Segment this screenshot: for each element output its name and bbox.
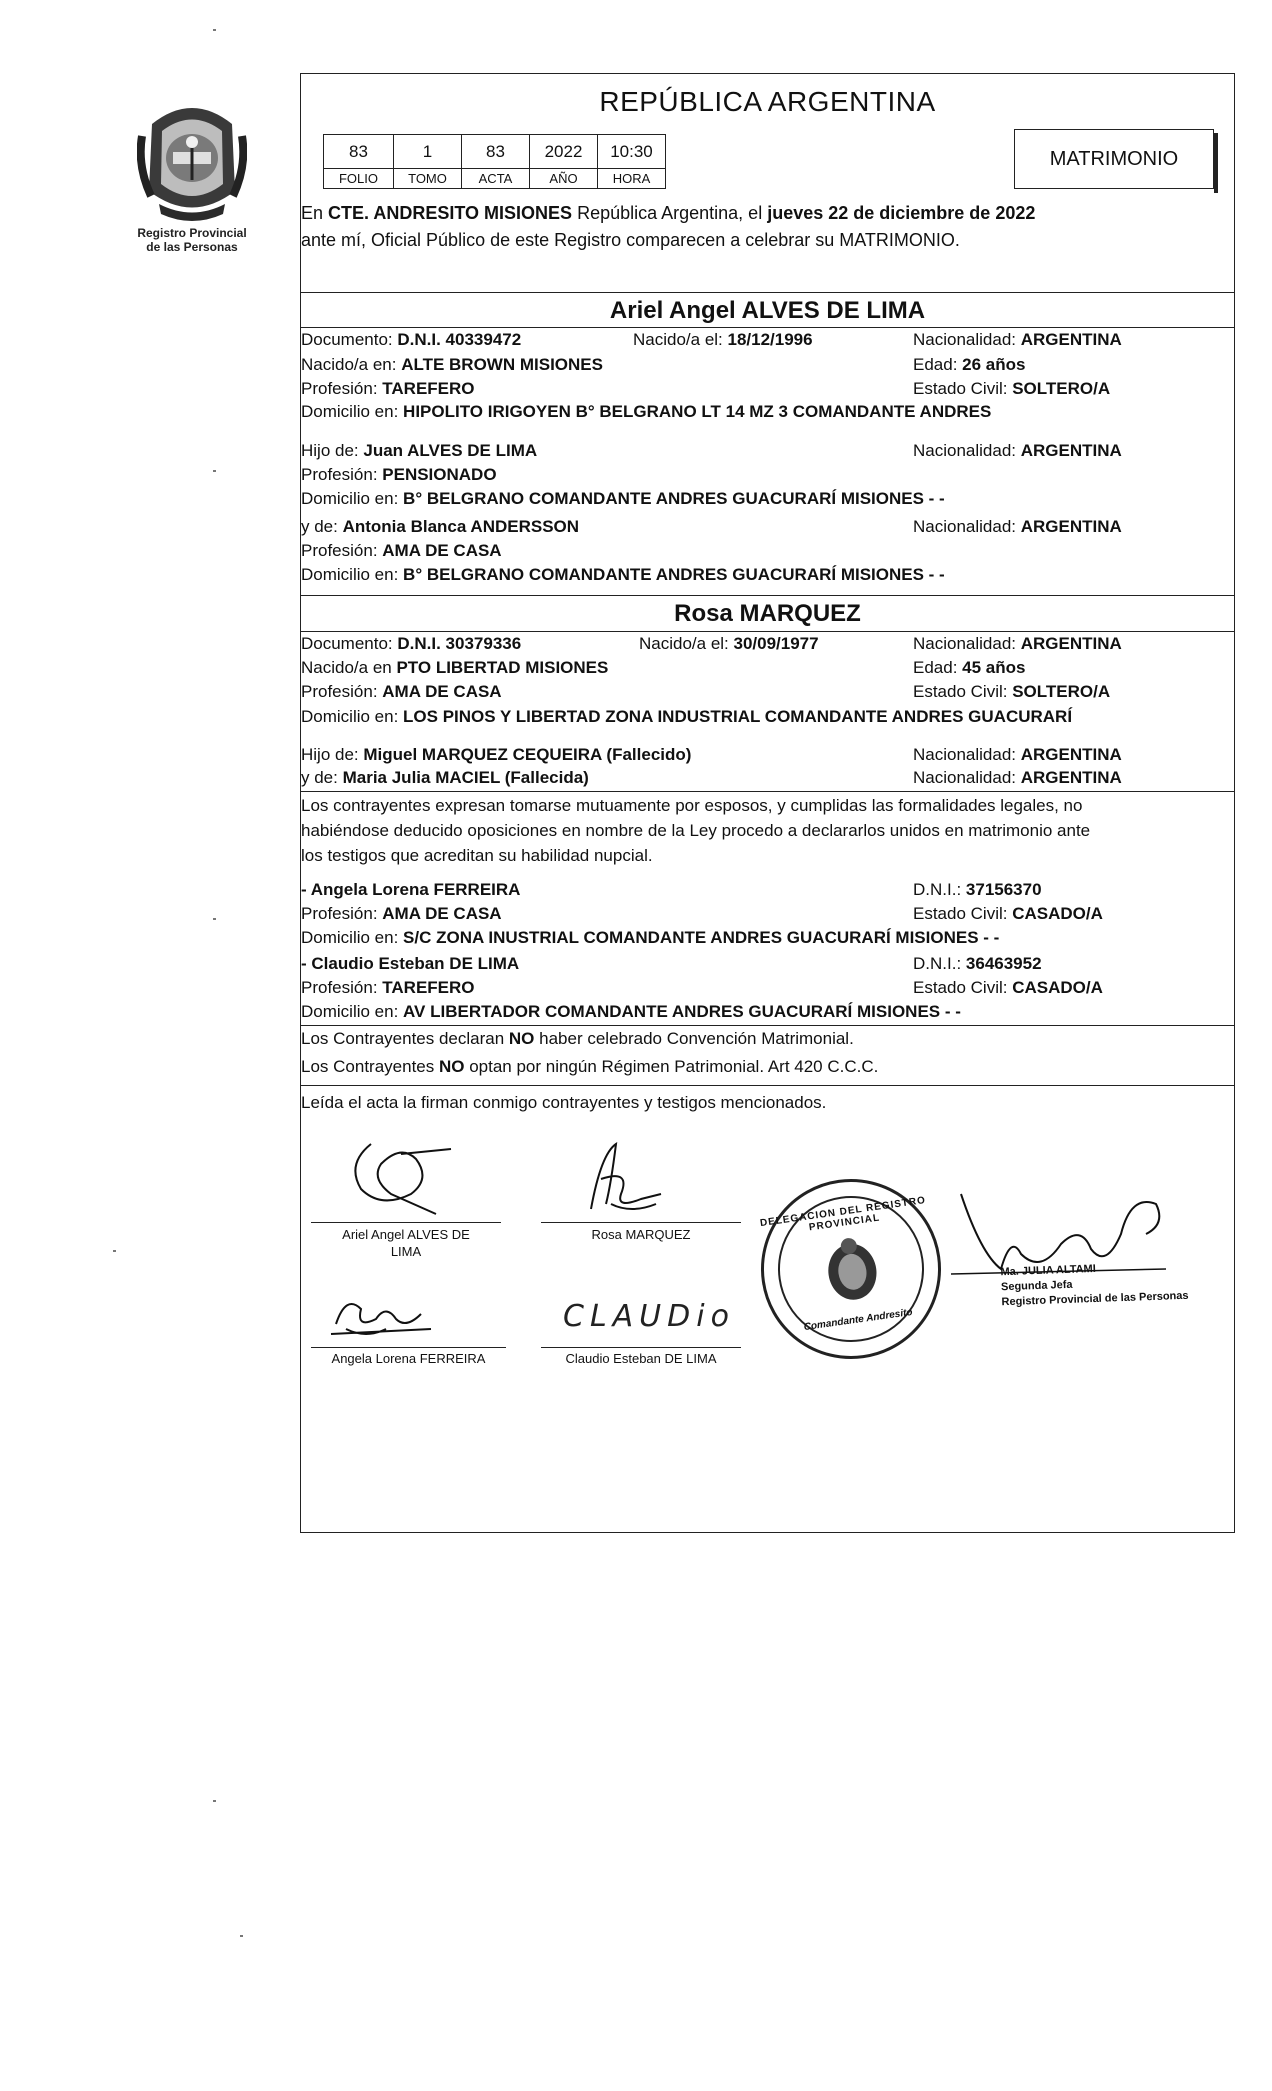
signature-label-claudio: Claudio Esteban DE LIMA <box>565 1351 717 1366</box>
label: Nacionalidad: <box>913 634 1021 653</box>
emphasis: NO <box>438 1057 465 1076</box>
emphasis: NO <box>508 1029 535 1048</box>
margin-dot <box>113 1250 116 1252</box>
province-seal-icon <box>137 96 247 226</box>
intro-date: jueves 22 de diciembre de 2022 <box>767 203 1036 223</box>
margin-dot <box>213 1800 216 1802</box>
intro-text-1: En <box>301 203 329 223</box>
spouse1-mother: Antonia Blanca ANDERSSON <box>342 517 580 536</box>
spouse2-row-mother <box>301 767 1234 789</box>
closing-text: Leída el acta la firman conmigo contrayentes y testigos mencionados. <box>301 1093 827 1112</box>
witness2-name: - Claudio Esteban DE LIMA <box>301 954 520 973</box>
witness2-address: AV LIBERTADOR COMANDANTE ANDRES GUACURARÍ MISIONES - - <box>403 1002 961 1021</box>
margin-dot <box>213 29 216 31</box>
spouse1-address: HIPOLITO IRIGOYEN B° BELGRANO LT 14 MZ 3 COMANDANTE ANDRES <box>403 402 992 421</box>
label: Domicilio en: <box>301 489 404 508</box>
spouse1-nationality: ARGENTINA <box>1020 330 1122 349</box>
text: Los Contrayentes declaran <box>301 1029 509 1048</box>
label: Profesión: <box>301 465 383 484</box>
witness1-address: S/C ZONA INUSTRIAL COMANDANTE ANDRES GUACURARÍ MISIONES - - <box>403 928 1000 947</box>
witness2-row-name <box>301 953 1234 975</box>
spouse1-row-dom <box>301 401 1234 423</box>
label: Nacionalidad: <box>913 517 1021 536</box>
label: Profesión: <box>301 379 383 398</box>
closing-line <box>301 1092 1234 1114</box>
label: Nacido/a en <box>301 658 397 677</box>
spouse1-row-mother-prof <box>301 540 1234 562</box>
signature-claudio: CLAUDio <box>563 1299 735 1334</box>
intro-place: CTE. ANDRESITO MISIONES <box>328 203 573 223</box>
label: Nacionalidad: <box>913 745 1021 764</box>
stamp-ring-text: DELEGACION DEL REGISTRO PROVINCIAL <box>759 1194 927 1234</box>
label: Estado Civil: <box>913 978 1013 997</box>
officer-name: Ma. JULIA ALTAMI <box>1000 1262 1096 1279</box>
label: D.N.I.: <box>913 880 966 899</box>
spouse1-row-prof <box>301 378 1234 400</box>
label: y de: <box>301 517 343 536</box>
spouse2-father-nationality: ARGENTINA <box>1020 745 1122 764</box>
spouse1-row-father-dom <box>301 488 1234 510</box>
officer-title: Segunda Jefa <box>1000 1278 1073 1294</box>
label: Documento: <box>301 634 398 653</box>
label: Profesión: <box>301 978 383 997</box>
spouse2-father: Miguel MARQUEZ CEQUEIRA (Fallecido) <box>363 745 692 764</box>
signature-label-angela: Angela Lorena FERREIRA <box>331 1351 486 1366</box>
label: Nacido/a en: <box>301 355 402 374</box>
acta-value: 83 <box>462 135 530 169</box>
intro-paragraph <box>301 200 1228 254</box>
signature-label-rosa: Rosa MARQUEZ <box>591 1227 691 1242</box>
label: Edad: <box>913 658 963 677</box>
label: Nacido/a el: <box>633 330 728 349</box>
signature-rosa <box>571 1134 671 1219</box>
witness1-profession: AMA DE CASA <box>382 904 502 923</box>
declaration-line-3: los testigos que acreditan su habilidad nupcial. <box>301 846 653 865</box>
spouse1-row-father-prof <box>301 464 1234 486</box>
witness1-civil-status: CASADO/A <box>1012 904 1103 923</box>
logo-line-1: Registro Provincial <box>137 226 247 240</box>
witness1-row-prof <box>301 903 1234 925</box>
label: Domicilio en: <box>301 707 404 726</box>
witness2-civil-status: CASADO/A <box>1012 978 1103 997</box>
label: Nacido/a el: <box>639 634 734 653</box>
label: Nacionalidad: <box>913 768 1021 787</box>
divider <box>301 595 1234 596</box>
witness1-row-name <box>301 879 1234 901</box>
divider <box>301 631 1234 632</box>
convention-line-1 <box>301 1028 1234 1050</box>
spouse1-civil-status: SOLTERO/A <box>1012 379 1111 398</box>
signature-label-ariel-line-1: Ariel Angel ALVES DE <box>342 1227 470 1242</box>
stamp-inner-text: Comandante Andresito <box>803 1306 914 1334</box>
official-stamp <box>749 1167 952 1370</box>
divider <box>301 1025 1234 1026</box>
spouse2-mother-nationality: ARGENTINA <box>1020 768 1122 787</box>
spouse2-row-doc <box>301 633 1234 655</box>
signature-label-ariel <box>311 1226 501 1260</box>
spouse1-row-mother-dom <box>301 564 1234 586</box>
spouse1-dni: D.N.I. 40339472 <box>397 330 522 349</box>
tomo-label: TOMO <box>394 169 462 189</box>
spouse1-mother-nationality: ARGENTINA <box>1020 517 1122 536</box>
label: Documento: <box>301 330 398 349</box>
spouse2-mother: Maria Julia MACIEL (Fallecida) <box>342 768 589 787</box>
spouse2-name: Rosa MARQUEZ <box>674 600 861 627</box>
spouse1-father-nationality: ARGENTINA <box>1020 441 1122 460</box>
registry-logo <box>112 96 272 276</box>
spouse2-birthplace: PTO LIBERTAD MISIONES <box>396 658 609 677</box>
spouse1-age: 26 años <box>962 355 1026 374</box>
spouse2-dni: D.N.I. 30379336 <box>397 634 522 653</box>
spouse2-row-born <box>301 657 1234 679</box>
declaration-paragraph <box>301 793 1230 868</box>
declaration-line-1: Los contrayentes expresan tomarse mutuamente por esposos, y cumplidas las formalidades legales, no <box>301 796 1083 815</box>
text: optan por ningún Régimen Patrimonial. Art 420 C.C.C. <box>464 1057 879 1076</box>
signature-line <box>541 1222 741 1223</box>
signature-line <box>311 1222 501 1223</box>
signature-label-ariel-line-2: LIMA <box>390 1244 422 1259</box>
act-type: MATRIMONIO <box>1049 147 1179 170</box>
spouse1-birthdate: 18/12/1996 <box>727 330 813 349</box>
divider <box>301 791 1234 792</box>
anio-value: 2022 <box>530 135 598 169</box>
signature-ariel <box>341 1134 461 1219</box>
label: Nacionalidad: <box>913 441 1021 460</box>
intro-line-2: ante mí, Oficial Público de este Registro comparecen a celebrar su MATRIMONIO. <box>301 230 960 250</box>
officer-info <box>1000 1259 1189 1311</box>
label: Estado Civil: <box>913 682 1013 701</box>
spouse2-address: LOS PINOS Y LIBERTAD ZONA INDUSTRIAL COMANDANTE ANDRES GUACURARÍ <box>403 707 1073 726</box>
logo-line-2: de las Personas <box>146 240 238 254</box>
spouse1-father-address: B° BELGRANO COMANDANTE ANDRES GUACURARÍ MISIONES - - <box>403 489 945 508</box>
label: Profesión: <box>301 541 383 560</box>
label: Domicilio en: <box>301 565 404 584</box>
witness2-dni: 36463952 <box>965 954 1042 973</box>
registry-table <box>323 134 666 189</box>
divider <box>301 327 1234 328</box>
label: Estado Civil: <box>913 379 1013 398</box>
acta-label: ACTA <box>462 169 530 189</box>
spouse2-nationality: ARGENTINA <box>1020 634 1122 653</box>
label: Profesión: <box>301 904 383 923</box>
spouse1-row-mother <box>301 516 1234 538</box>
spouse2-row-dom <box>301 706 1234 728</box>
spouse1-name: Ariel Angel ALVES DE LIMA <box>609 297 926 324</box>
label: Hijo de: <box>301 745 364 764</box>
folio-value: 83 <box>324 135 394 169</box>
text: haber celebrado Convención Matrimonial. <box>534 1029 854 1048</box>
anio-label: AÑO <box>530 169 598 189</box>
signature-line <box>311 1347 506 1348</box>
document-title: REPÚBLICA ARGENTINA <box>599 86 936 117</box>
spouse1-father-profession: PENSIONADO <box>382 465 497 484</box>
spouse2-profession: AMA DE CASA <box>382 682 502 701</box>
spouse1-birthplace: ALTE BROWN MISIONES <box>401 355 603 374</box>
spouse2-row-prof <box>301 681 1234 703</box>
label: Domicilio en: <box>301 1002 404 1021</box>
spouse1-profession: TAREFERO <box>382 379 475 398</box>
act-type-box <box>1014 129 1214 189</box>
text: Los Contrayentes <box>301 1057 439 1076</box>
spouse1-father: Juan ALVES DE LIMA <box>363 441 538 460</box>
label: Hijo de: <box>301 441 364 460</box>
label: Estado Civil: <box>913 904 1013 923</box>
label: y de: <box>301 768 343 787</box>
witness2-row-dom <box>301 1001 1234 1023</box>
hora-label: HORA <box>598 169 666 189</box>
marriage-certificate <box>300 73 1235 1533</box>
spouse1-row-father <box>301 440 1234 462</box>
label: Domicilio en: <box>301 928 404 947</box>
label: Profesión: <box>301 682 383 701</box>
divider <box>301 1085 1234 1086</box>
national-coat-of-arms-icon <box>817 1230 886 1308</box>
margin-dot <box>213 918 216 920</box>
spouse1-row-born <box>301 354 1234 376</box>
margin-dot <box>213 470 216 472</box>
witness1-name: - Angela Lorena FERREIRA <box>301 880 521 899</box>
declaration-line-2: habiéndose deducido oposiciones en nombre de la Ley procedo a declararlos unidos en matrimonio ante <box>301 821 1091 840</box>
convention-line-2 <box>301 1056 1234 1078</box>
divider <box>301 292 1234 293</box>
signature-angela <box>326 1284 436 1344</box>
witness1-row-dom <box>301 927 1234 949</box>
spouse2-civil-status: SOLTERO/A <box>1012 682 1111 701</box>
margin-dot <box>240 1935 243 1937</box>
label: Nacionalidad: <box>913 330 1021 349</box>
witness2-profession: TAREFERO <box>382 978 475 997</box>
label: Domicilio en: <box>301 402 404 421</box>
hora-value: 10:30 <box>598 135 666 169</box>
signature-line <box>541 1347 741 1348</box>
label: Edad: <box>913 355 963 374</box>
witness2-row-prof <box>301 977 1234 999</box>
spouse2-row-father <box>301 744 1234 766</box>
spouse2-age: 45 años <box>962 658 1026 677</box>
intro-text-2: República Argentina, el <box>572 203 768 223</box>
tomo-value: 1 <box>394 135 462 169</box>
spouse2-birthdate: 30/09/1977 <box>733 634 819 653</box>
witness1-dni: 37156370 <box>965 880 1042 899</box>
label: D.N.I.: <box>913 954 966 973</box>
spouse1-mother-address: B° BELGRANO COMANDANTE ANDRES GUACURARÍ MISIONES - - <box>403 565 945 584</box>
folio-label: FOLIO <box>324 169 394 189</box>
officer-department: Registro Provincial de las Personas <box>1001 1289 1189 1309</box>
spouse1-mother-profession: AMA DE CASA <box>382 541 502 560</box>
spouse1-row-doc <box>301 329 1234 351</box>
